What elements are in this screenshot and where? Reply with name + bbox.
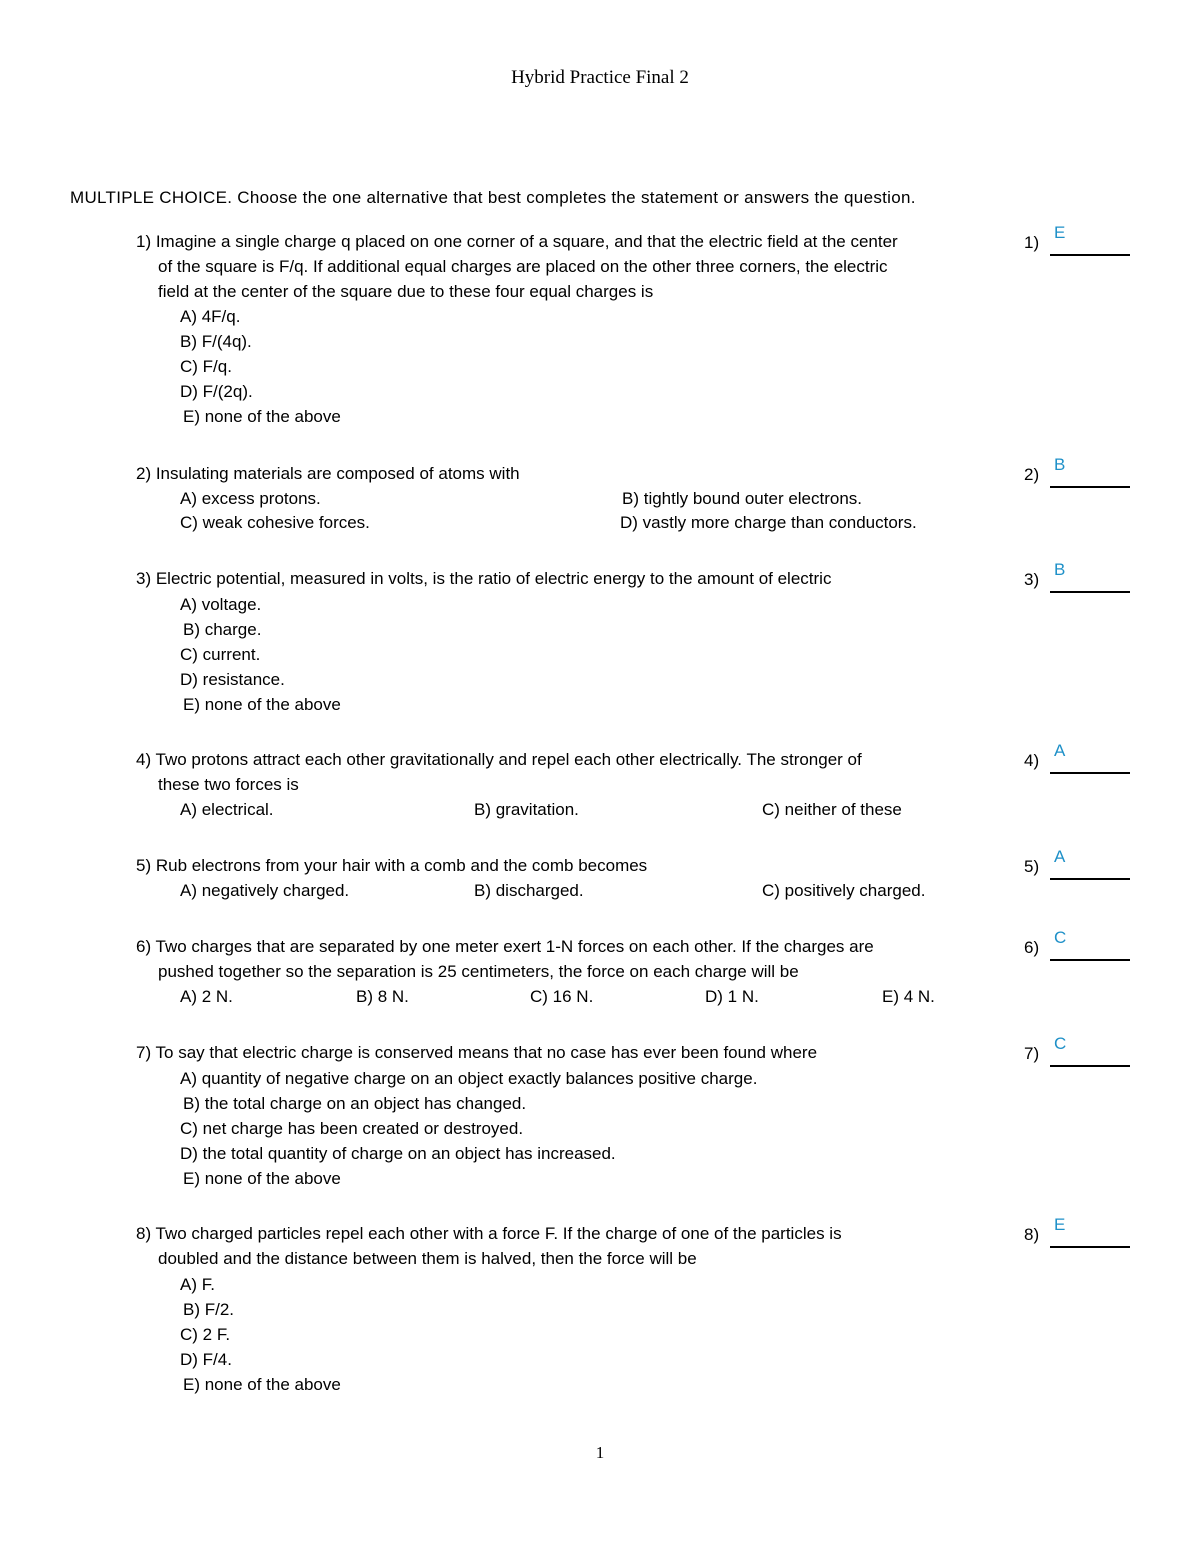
option-b: B) gravitation. <box>474 800 579 819</box>
option-c: C) positively charged. <box>762 881 926 900</box>
option-c: C) 16 N. <box>530 987 594 1006</box>
option-b: B) charge. <box>183 620 262 639</box>
stem-line: 5) Rub electrons from your hair with a comb and the comb becomes <box>136 856 648 875</box>
stem-line: doubled and the distance between them is halved, then the force will be <box>158 1249 697 1268</box>
option-d: D) vastly more charge than conductors. <box>620 513 917 532</box>
stem-line: 1) Imagine a single charge q placed on one corner of a square, and that the electric field at the center <box>136 232 898 251</box>
stem-line: 7) To say that electric charge is conserved means that no case has ever been found where <box>136 1043 818 1062</box>
answer-number: 8) <box>1024 1225 1040 1244</box>
option-a: A) quantity of negative charge on an object exactly balances positive charge. <box>180 1069 758 1088</box>
option-c: C) weak cohesive forces. <box>180 513 370 532</box>
option-e: E) none of the above <box>183 407 341 426</box>
answer-value: B <box>1054 455 1066 474</box>
option-b: B) F/(4q). <box>180 332 252 351</box>
option-c: C) net charge has been created or destroyed. <box>180 1119 524 1138</box>
option-d: D) F/(2q). <box>180 382 253 401</box>
option-grid <box>180 879 960 904</box>
answer-value: B <box>1054 560 1066 579</box>
option-e: E) 4 N. <box>882 987 935 1006</box>
question-stem <box>136 853 986 878</box>
answer-value: A <box>1054 741 1066 760</box>
answer-line <box>1050 591 1130 593</box>
option-list <box>180 304 341 429</box>
option-d: D) F/4. <box>180 1350 232 1369</box>
answer-line <box>1050 1246 1130 1248</box>
answer-value: C <box>1054 928 1067 947</box>
option-d: D) the total quantity of charge on an object has increased. <box>180 1144 616 1163</box>
question-stem <box>136 934 986 984</box>
option-a: A) electrical. <box>180 800 274 819</box>
option-list <box>180 1272 341 1397</box>
stem-line: these two forces is <box>158 775 299 794</box>
answer-number: 6) <box>1024 938 1040 957</box>
answer-line <box>1050 486 1130 488</box>
option-c: C) F/q. <box>180 357 232 376</box>
option-list <box>180 1066 757 1191</box>
option-d: D) resistance. <box>180 670 285 689</box>
option-b: B) 8 N. <box>356 987 409 1006</box>
answer-line <box>1050 959 1130 961</box>
answer-number: 4) <box>1024 751 1040 770</box>
answer-number: 7) <box>1024 1044 1040 1063</box>
question-stem <box>136 747 986 797</box>
option-a: A) excess protons. <box>180 489 321 508</box>
option-a: A) F. <box>180 1275 215 1294</box>
option-grid <box>180 985 960 1010</box>
stem-line: field at the center of the square due to these four equal charges is <box>158 282 654 301</box>
stem-line: of the square is F/q. If additional equal charges are placed on the other three corners, the electric <box>158 257 888 276</box>
option-d: D) 1 N. <box>705 987 759 1006</box>
stem-line: 4) Two protons attract each other gravitationally and repel each other electrically. The stronger of <box>136 750 862 769</box>
answer-line <box>1050 878 1130 880</box>
answer-number: 2) <box>1024 465 1040 484</box>
option-b: B) tightly bound outer electrons. <box>622 489 863 508</box>
option-e: E) none of the above <box>183 1375 341 1394</box>
stem-line: 2) Insulating materials are composed of atoms with <box>136 464 520 483</box>
option-a: A) 2 N. <box>180 987 233 1006</box>
page-header: Hybrid Practice Final 2 <box>511 67 689 88</box>
option-b: B) the total charge on an object has changed. <box>183 1094 527 1113</box>
option-a: A) negatively charged. <box>180 881 350 900</box>
answer-number: 1) <box>1024 233 1040 252</box>
answer-line <box>1050 1065 1130 1067</box>
answer-value: A <box>1054 847 1066 866</box>
answer-value: E <box>1054 223 1066 242</box>
stem-line: pushed together so the separation is 25 centimeters, the force on each charge will be <box>158 962 799 981</box>
question-stem <box>136 1221 986 1271</box>
answer-value: E <box>1054 1215 1066 1234</box>
page-number: 1 <box>595 1443 605 1462</box>
option-e: E) none of the above <box>183 695 341 714</box>
answer-line <box>1050 254 1130 256</box>
answer-value: C <box>1054 1034 1067 1053</box>
question-stem <box>136 1040 986 1065</box>
question-stem <box>136 229 986 304</box>
answer-number: 5) <box>1024 857 1040 876</box>
option-c: C) neither of these <box>762 800 902 819</box>
option-b: B) discharged. <box>474 881 584 900</box>
question-stem <box>136 566 986 591</box>
option-c: C) current. <box>180 645 261 664</box>
answer-line <box>1050 772 1130 774</box>
option-e: E) none of the above <box>183 1169 341 1188</box>
option-grid <box>180 487 960 537</box>
section-instructions: MULTIPLE CHOICE. Choose the one alternative that best completes the statement or answers the question. <box>70 188 916 207</box>
option-b: B) F/2. <box>183 1300 235 1319</box>
stem-line: 8) Two charged particles repel each other with a force F. If the charge of one of the particles is <box>136 1224 842 1243</box>
option-c: C) 2 F. <box>180 1325 231 1344</box>
answer-number: 3) <box>1024 570 1040 589</box>
question-stem <box>136 461 986 486</box>
stem-line: 6) Two charges that are separated by one meter exert 1-N forces on each other. If the charges are <box>136 937 874 956</box>
option-a: A) 4F/q. <box>180 307 241 326</box>
option-a: A) voltage. <box>180 595 262 614</box>
option-grid <box>180 798 960 823</box>
stem-line: 3) Electric potential, measured in volts, is the ratio of electric energy to the amount of electric <box>136 569 832 588</box>
option-list <box>180 592 341 717</box>
